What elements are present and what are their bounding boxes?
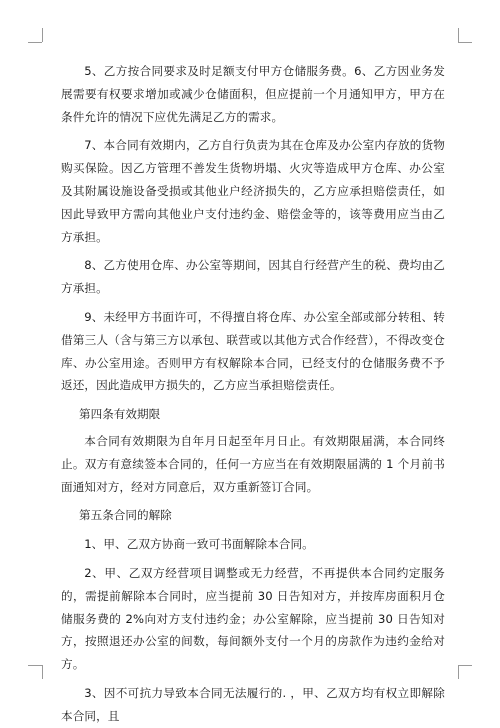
crop-mark-bottom-right-h: [458, 665, 472, 666]
paragraph-clause-8: 8、乙方使用仓库、办公室等期间，因其自行经营产生的税、费均由乙方承担。: [61, 258, 445, 296]
section-heading-article-4: 第四条有效期限: [79, 407, 161, 422]
crop-mark-top-right-v: [458, 28, 459, 42]
crop-mark-bottom-left-h: [28, 665, 42, 666]
crop-mark-top-right-h: [458, 42, 472, 43]
document-body: [61, 60, 445, 728]
crop-mark-top-left-v: [42, 28, 43, 42]
paragraph-termination-3: 3、因不可抗力导致本合同无法履行的. ，甲、乙双方均有权立即解除本合同，且: [61, 685, 445, 723]
paragraph-termination-1: 1、甲、乙双方协商一致可书面解除本合同。: [84, 537, 314, 552]
section-heading-article-5: 第五条合同的解除: [79, 508, 172, 523]
paragraph-clause-5-6: 5、乙方按合同要求及时足额支付甲方仓储服务费。6、乙方因业务发展需要有权要求增加或减少仓储面积，但应提前一个月通知甲方，甲方在条件允许的情况下应优先满足乙方的需求。: [61, 64, 445, 124]
crop-mark-top-left-h: [28, 42, 42, 43]
paragraph-termination-2: 2、甲、乙双方经营项目调整或无力经营，不再提供本合同约定服务的，需提前解除本合同时，应当提前 30 日告知对方，并按库房面积月仓储服务费的 2%向对方支付违约金；办公室解除，应当提前 30 日告知对方，按照退还办公室的间数，每间额外支付一个月的房款作为违约金给对方。: [61, 565, 445, 672]
paragraph-validity-period: 本合同有效期限为自年月日起至年月日止。有效期限届满，本合同终止。双方有意续签本合同的，任何一方应当在有效期限届满的 1 个月前书面通知对方，经对方同意后，双方重新签订合同。: [61, 433, 445, 494]
paragraph-clause-7: 7、本合同有效期内，乙方自行负责为其在仓库及办公室内存放的货物购买保险。因乙方管理不善发生货物坍塌、火灾等造成甲方仓库、办公室及其附属设施设备受损或其他业户经济损失的，乙方应承担赔偿责任，如因此导致甲方需向其他业户支付违约金、赔偿金等的，该等费用应当由乙方承担。: [61, 138, 445, 244]
paragraph-clause-9: 9、未经甲方书面许可，不得擅自将仓库、办公室全部或部分转租、转借第三人（含与第三方以承包、联营或以其他方式合作经营），不得改变仓库、办公室用途。否则甲方有权解除本合同，已经支付的仓储服务费不予返还，因此造成甲方损失的，乙方应当承担赔偿责任。: [61, 309, 445, 393]
crop-mark-bottom-right-v: [458, 665, 459, 679]
crop-mark-bottom-left-v: [42, 665, 43, 679]
